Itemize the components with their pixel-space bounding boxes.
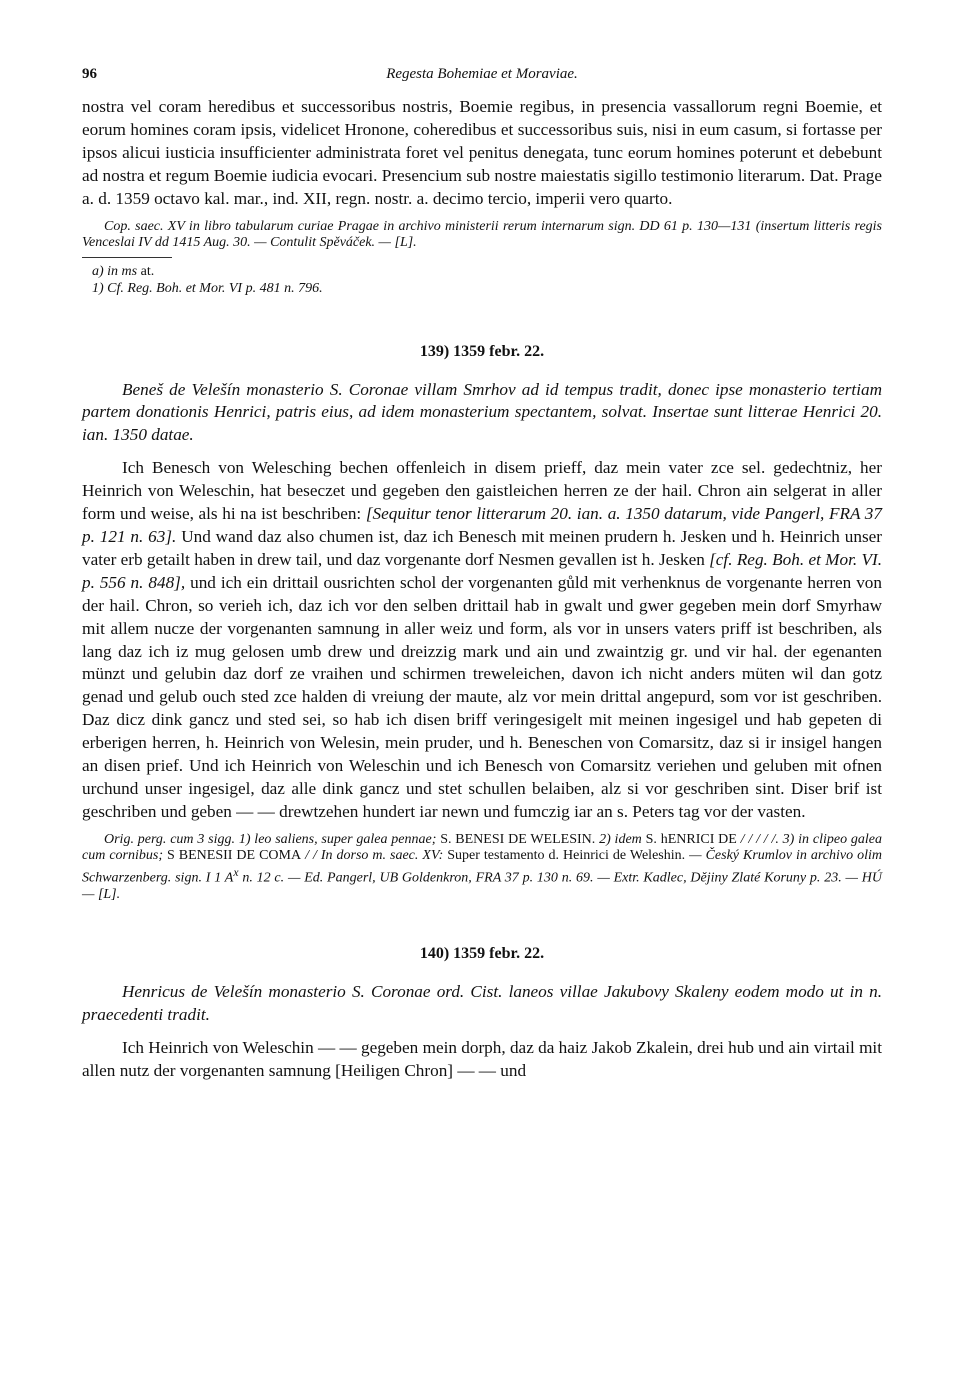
note-139-j: x — [233, 865, 239, 879]
note-139-a: Orig. perg. cum 3 sigg. 1) leo saliens, super galea pennae; — [104, 831, 441, 847]
page-number: 96 — [82, 66, 97, 82]
entry-139-text-part-1: Ich Benesch von Welesching bechen offenleich in disem prieff, daz mein vater zce sel. gedechtniz, her Heinrich von Weleschin, hat beseczet und gegeben den gaistleichen herren ze der hail. Chron ain selgerat in aller form und weise, als hi na ist beschriben: — [82, 458, 882, 524]
entry-139-title: 139) 1359 febr. 22. — [419, 342, 545, 360]
note-139-e: / / / / /. 3) in clipeo galea cum cornibus; — [82, 831, 882, 864]
entry-139-regest: Beneš de Velešín monasterio S. Coronae villam Smrhov ad id tempus tradit, donec ipse monasterio tertiam partem donationis Henrici, patris eius, ad idem monasterium spectantem, solvat. Insertae sunt litterae Henrici 20. ian. 1350 datae. — [82, 379, 882, 445]
entry-140-text: Ich Heinrich von Weleschin — — gegeben mein dorph, daz da haiz Jakob Zkalein, drei hub und ain virtail mit allen nutz der vorgenanten samnung [Heiligen Chron] — — und — [82, 1038, 882, 1081]
note-139-h: Super testamento d. Heinrici de Weleshin. — [447, 848, 686, 864]
footnote-rule — [82, 257, 172, 258]
entry-139-text-part-2: Und wand daz also chumen ist, daz ich Benesch mit meinen prudern h. Jesken und h. Heinrich unser vater erb getailt haben in drew tail, und daz vorgenante dorf Nesmen gevallen ist h. Jesken — [82, 526, 882, 569]
continuation-paragraph: nostra vel coram heredibus et successoribus nostris, Boemie regibus, in presencia vassallorum regni Boemie, et eorum homines coram ipsis, videlicet Hronone, coheredibus et successoribus suis, nisi in eum casum, si fortasse per ipsos alicui iusticia insufficienter administrata foret vel penitus denegata, tunc eorum homines poterunt et debebunt ad nostra et regum Boemie iudicia evocari. Presencium sub nostre maiestatis sigillo testimonio literarum. Dat. Prage a. d. 1359 octavo kal. mar., ind. XII, regn. nostr. a. decimo tercio, imperii vero quarto. — [82, 97, 882, 208]
note-139-i: — Český Krumlov in archivo olim Schwarzenberg. sign. I 1 A — [82, 848, 882, 886]
entry-139-text — [82, 457, 882, 824]
entry-140-regest: Henricus de Velešín monasterio S. Coronae ord. Cist. laneos villae Jakubovy Skaleny eodem modo ut in n. praecedenti tradit. — [82, 982, 882, 1025]
footnote-a-prefix: a) in ms — [92, 263, 138, 279]
note-139-c: 2) idem — [595, 831, 646, 847]
source-note-138 — [82, 219, 882, 252]
footnote-a-suffix: at. — [137, 263, 155, 279]
source-note-139 — [82, 832, 882, 904]
footnote-a — [92, 263, 882, 280]
source-note-138-text: Cop. saec. XV in libro tabularum curiae Pragae in archivo ministerii rerum internarum sign. DD 61 p. 130—131 (insertum litteris regis Venceslai IV dd 1415 Aug. 30. — Contulit Spěváček. — [L]. — [82, 218, 882, 251]
note-139-f: S BENESII DE COMA — [166, 848, 302, 864]
document-page — [82, 66, 882, 1083]
note-139-g: / / In dorso m. saec. XV: — [301, 848, 448, 864]
note-139-b: S. BENESI DE WELESIN. — [440, 831, 596, 847]
footnote-1: 1) Cf. Reg. Boh. et Mor. VI p. 481 n. 796. — [92, 280, 323, 296]
entry-140-title: 140) 1359 febr. 22. — [419, 945, 545, 963]
note-139-k: n. 12 c. — Ed. Pangerl, UB Goldenkron, FRA 37 p. 130 n. 69. — Extr. Kadlec, Dějiny Zlaté Koruny p. 23. — HÚ — [L]. — [82, 870, 882, 902]
note-139-d: S. hENRICI DE — [645, 831, 737, 847]
entry-139-bracket-2: [cf. Reg. Boh. et Mor. VI. p. 556 n. 848], — [82, 549, 882, 592]
entry-139-bracket-1: [Sequitur tenor litterarum 20. ian. a. 1350 datarum, vide Pangerl, FRA 37 p. 121 n. 63]. — [82, 504, 882, 546]
page-header — [82, 66, 882, 90]
running-title: Regesta Bohemiae et Moraviae. — [386, 66, 578, 82]
entry-139-text-part-3: und ich ein drittail ousrichten schol der vorgenanten gůld mit verhenknus de vorgenante herren von der hail. Chron, so verieh ich, daz ich vor den selben drittail hab in gwalt und gwer gegeben mein dorf Smyrhaw mit allem nucze der vorgenanten samnung in aller weiz und form, als vor in unsers vaters priff ist beschriben, als lang daz ich iz mug gelosen umb drew und dreizzig mark und ain und zwaintzig gr. und vir hal. der egenanten münzt und gelubin daz dorf ze vraihen und schirmen treweleichen, davon ich nicht anders müten wil dan gotz genad und gelub ouch sted zce halden di vreiung der maute, alz vor mein drittal angepurd, som vor ist geschriben. Daz dicz dink gancz und sted sei, so hab ich disen briff veringesigelt mit meinen ingesigel und hab gepeten di erberigen herren, h. Heinrich von Welesin, mein pruder, und h. Beneschen von Comarsitz, daz si ir insigel hangen an disen prief. Und ich Heinrich von Weleschin und ich Benesch von Comarsitz veriehen und geluben mit ofnen urchund unser ingesigel, daz alle dink gancz und stet schullen belaiben, alz si vor geschriben sint. Diser brif ist geschriben und geben — — drewtzehen hundert iar newn und fumczig iar an s. Peters tag vor der vasten. — [82, 572, 882, 821]
